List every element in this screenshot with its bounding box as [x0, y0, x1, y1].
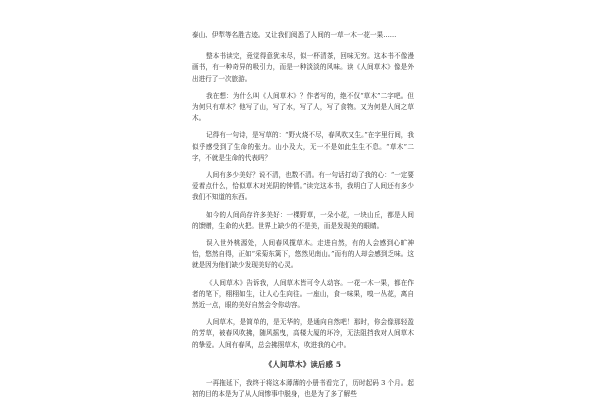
- paragraph-next-essay: 一再拖延下，我终于将这本薄薄的小册书看完了，历时起码 3 个月。起初的目的本是为了从人间惨事中脱身，也是为了多了解些: [192, 379, 414, 399]
- paragraph-nature-feeling: 误入世外桃源处，人间春风揽草木。走进自然，有的人会感到心旷神怡，悠然自得，正如“采菊东篱下，悠然见南山。”而有的人却会感到乏味。这就是因为他们缺少发现美好的心灵。: [192, 239, 414, 270]
- paragraph-title-question: 我在想：为什么叫《人间草木》？作者写的，绝不仅“草木”二字吧。但为何只有草木？他写了山，写了水，写了人，写了食物。又为何是人间之草木。: [192, 91, 414, 123]
- paragraph-book-lesson: 《人间草木》告诉我，人间草木皆可令人动容。一花一木一果，都在作者的笔下，栩栩如生，让人心生向往。一座山，食一味果，嗅一丛花，离自然近一点，眼的美好自然会令你动容。: [192, 278, 414, 310]
- paragraph-conclusion: 人间草木，是简单的，是无华的，是通向自然吧！那时，你会像那轻盈的芳草，被春风吹拂，随风摇曳，高楼大厦的坏冷，无法阻挡我对人间草木的挚爱。人间有春风，总会拂照草木，吹进我的心中。: [192, 318, 414, 349]
- paragraph-grass-poem: 记得有一句诗，是写草的：“野火烧不尽，春风吹又生。”在字里行间，我似乎感受到了生命的张力。山小及大，无一不是如此生生不息。“草木”二字，不就是生命的代表吗？: [192, 131, 414, 162]
- paragraph-world-beauty: 如今的人间尚存许多美好：一棵野草，一朵小花，一块山丘，都是人间的馈赠，生命的火把。世界上缺少的不是美，而是发现美的眼睛。: [192, 210, 414, 230]
- paragraph-beauty-quote: 人间有多少美好？说不清，也数不清。有一句话打动了我的心：“一定要爱着点什么，恰似草木对光阴的钟情。”读完这本书，我明白了人间还有多少我们不知道的东西。: [192, 171, 414, 202]
- section-heading: 《人间草木》读后感 5: [264, 359, 342, 369]
- paragraph-intro-fragment: 泰山、伊犁等名胜古迹。又让我们阅悉了人间的一草一木一花一果……: [192, 31, 397, 39]
- document-page: [192, 30, 414, 406]
- paragraph-reading-impression: 整本书读完，竟觉得意犹未尽，似一杯清茶，回味无穷。这本书不像漫画书，有一种奇异的吸引力，而是一种淡淡的风味。读《人间草木》像是外出进行了一次旅游。: [192, 52, 414, 83]
